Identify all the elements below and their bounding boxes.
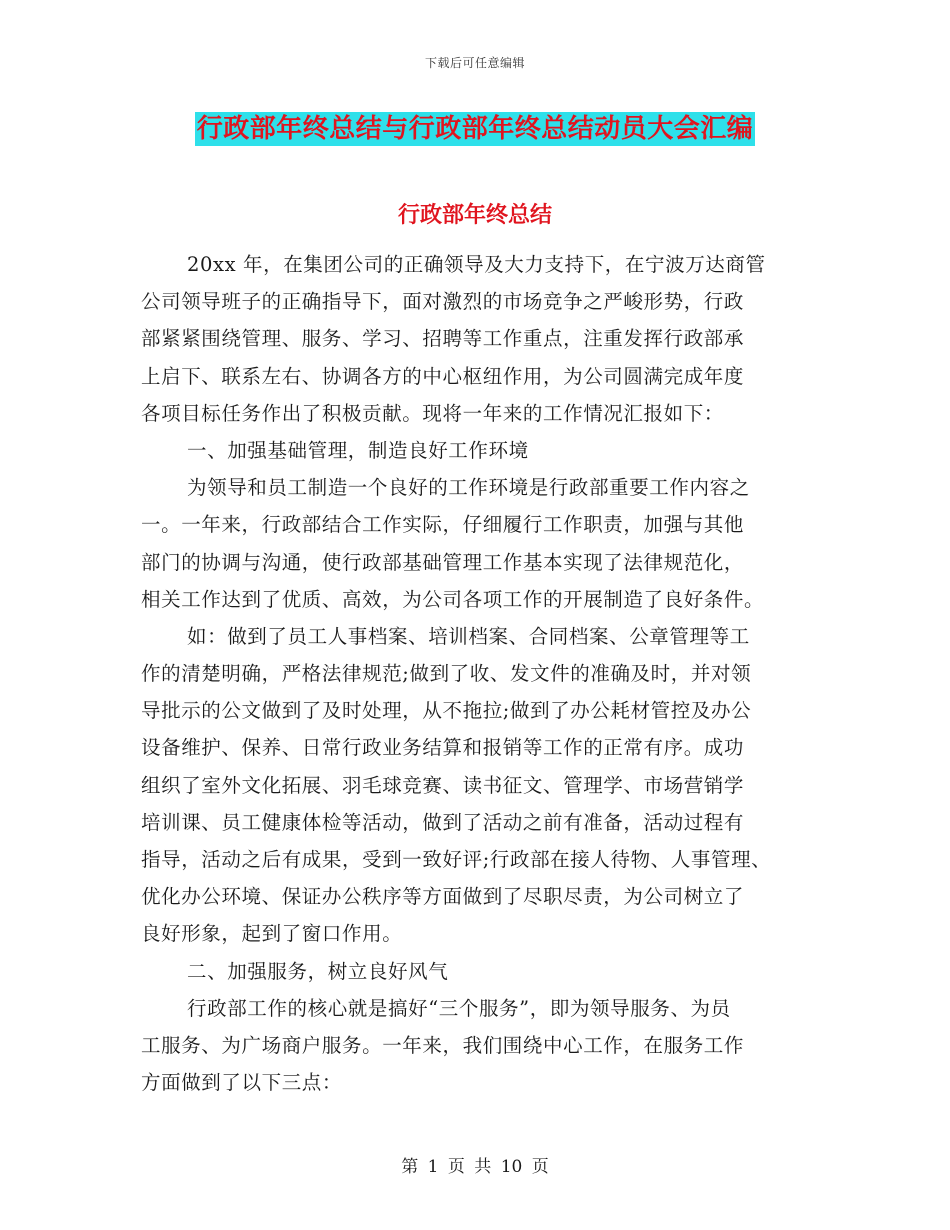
text-line: 指导，活动之后有成果，受到一致好评;行政部在接人待物、人事管理、: [141, 848, 772, 871]
text-line: 20xx 年，在集团公司的正确领导及大力支持下，在宁波万达商管: [187, 253, 766, 276]
page-header-note: 下载后可任意编辑: [424, 56, 525, 70]
text-line: 部紧紧围绕管理、服务、学习、招聘等工作重点，注重发挥行政部承: [141, 327, 745, 351]
text-line: 方面做到了以下三点：: [141, 1071, 343, 1095]
text-line: 良好形象，起到了窗口作用。: [141, 922, 403, 946]
text-line: 工服务、为广场商户服务。一年来，我们围绕中心工作，在服务工作: [141, 1033, 745, 1057]
text-line: 上启下、联系左右、协调各方的中心枢纽作用，为公司圆满完成年度: [141, 364, 745, 388]
document-title: [0, 112, 950, 146]
text-line: 如：做到了员工人事档案、培训档案、合同档案、公章管理等工: [187, 624, 750, 648]
text-line: 优化办公环境、保证办公秩序等方面做到了尽职尽责，为公司树立了: [141, 885, 745, 909]
text-line: 导批示的公文做到了及时处理，从不拖拉;做到了办公耗材管控及办公: [141, 699, 752, 723]
text-line: 公司领导班子的正确指导下，面对激烈的市场竞争之严峻形势，行政: [141, 290, 745, 314]
text-line: 作的清楚明确，严格法律规范;做到了收、发文件的准确及时，并对领: [141, 662, 752, 686]
body-text: [141, 246, 813, 1101]
text-line: 组织了室外文化拓展、羽毛球竞赛、读书征文、管理学、市场营销学: [141, 773, 745, 797]
text-line: 培训课、员工健康体检等活动，做到了活动之前有准备，活动过程有: [141, 810, 745, 834]
document-title-text: 行政部年终总结与行政部年终总结动员大会汇编: [196, 114, 754, 144]
text-line: 一。一年来，行政部结合工作实际，仔细履行工作职责，加强与其他: [141, 513, 745, 537]
text-line: 二、加强服务，树立良好风气: [187, 959, 449, 983]
text-line: 行政部工作的核心就是搞好“三个服务”，即为领导服务、为员: [187, 996, 731, 1020]
text-line: 为领导和员工制造一个良好的工作环境是行政部重要工作内容之: [187, 476, 750, 500]
page-footer: 第 1 页 共 10 页: [401, 1157, 549, 1177]
text-line: 各项目标任务作出了积极贡献。现将一年来的工作情况汇报如下：: [141, 401, 724, 425]
text-line: 相关工作达到了优质、高效，为公司各项工作的开展制造了良好条件。: [141, 587, 765, 611]
section-title: 行政部年终总结: [397, 202, 552, 228]
text-line: 部门的协调与沟通，使行政部基础管理工作基本实现了法律规范化，: [141, 550, 745, 574]
text-line: 设备维护、保养、日常行政业务结算和报销等工作的正常有序。成功: [141, 736, 745, 760]
text-line: 一、加强基础管理，制造良好工作环境: [187, 438, 529, 462]
